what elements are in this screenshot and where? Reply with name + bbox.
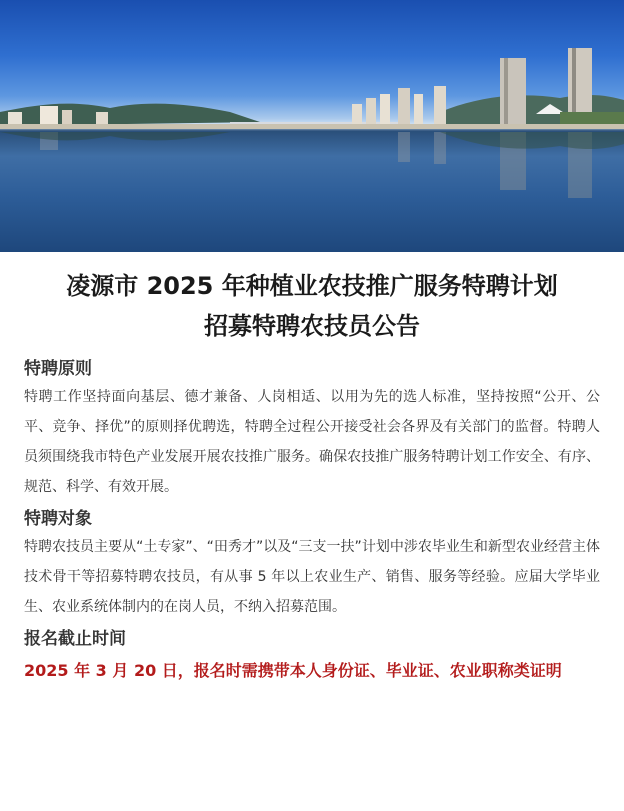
announcement-body — [0, 346, 624, 686]
header-photo — [0, 0, 624, 252]
river-city-illustration — [0, 0, 624, 252]
title-line-1: 凌源市 2025 年种植业农技推广服务特聘计划 — [66, 272, 558, 300]
section-heading-target: 特聘对象 — [24, 509, 92, 529]
deadline-notice: 2025 年 3 月 20 日，报名时需携带本人身份证、毕业证、农业职称类证明 — [24, 661, 562, 680]
section-text-target: 特聘农技员主要从“土专家”、“田秀才”以及“三支一扶”计划中涉农毕业生和新型农业经营主体技术骨干等招募特聘农技员，有从事 5 年以上农业生产、销售、服务等经验。应届大学毕业生、农业系统体制内的在岗人员，不纳入招募范围。 — [24, 539, 600, 615]
title-line-2: 招募特聘农技员公告 — [204, 312, 420, 340]
page-title — [0, 266, 624, 346]
section-text-principle: 特聘工作坚持面向基层、德才兼备、人岗相适、以用为先的选人标准，坚持按照“公开、公平、竞争、择优”的原则择优聘选，特聘全过程公开接受社会各界及有关部门的监督。特聘人员须围绕我市特色产业发展开展农技推广服务。确保农技推广服务特聘计划工作安全、有序、规范、科学、有效开展。 — [24, 389, 600, 495]
section-heading-principle: 特聘原则 — [24, 359, 92, 379]
section-heading-deadline: 报名截止时间 — [24, 629, 126, 649]
